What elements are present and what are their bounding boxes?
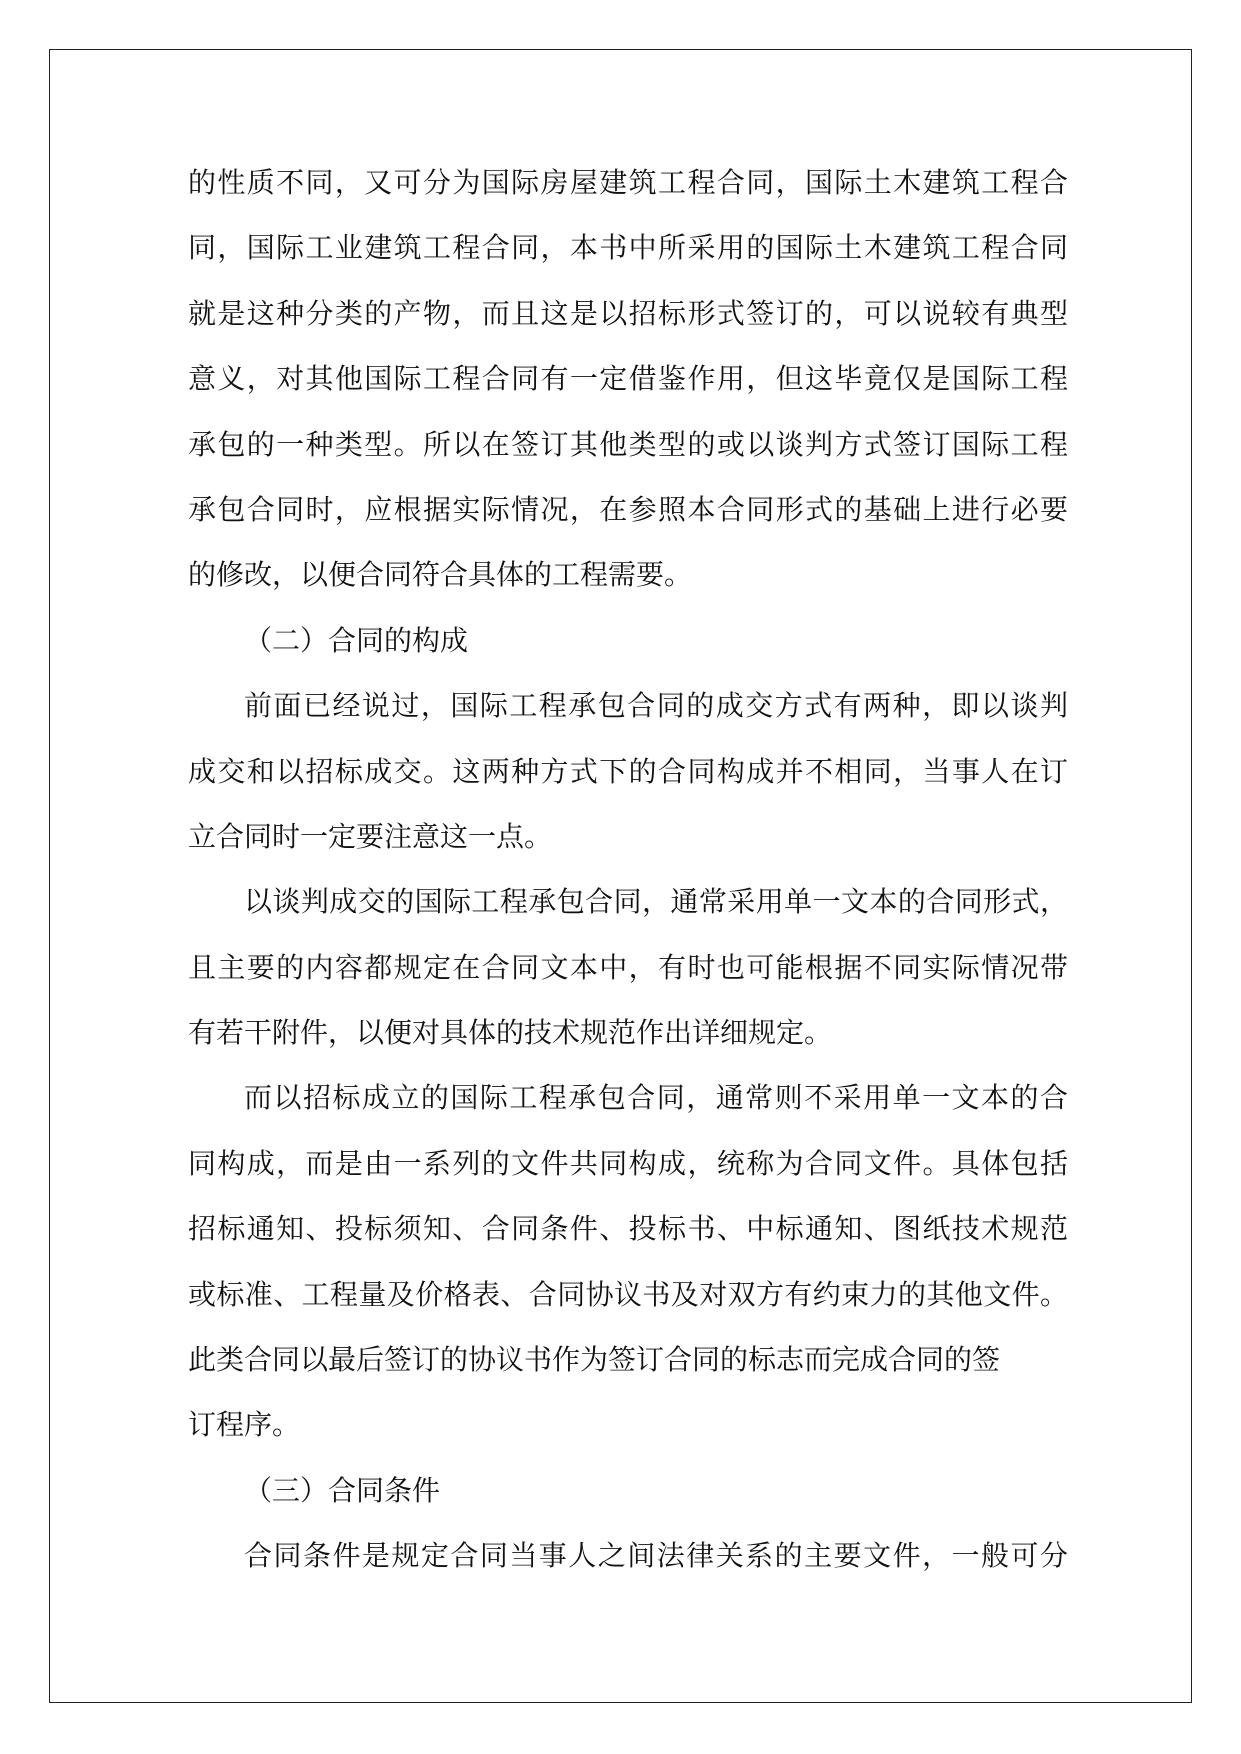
body-line: 的修改，以便合同符合具体的工程需要。	[188, 558, 693, 592]
body-line: 承包的一种类型。所以在签订其他类型的或以谈判方式签订国际工程	[188, 427, 1068, 461]
body-line: 招标通知、投标须知、合同条件、投标书、中标通知、图纸技术规范	[188, 1212, 1068, 1246]
body-line: 以谈判成交的国际工程承包合同，通常采用单一文本的合同形式，	[244, 885, 1068, 919]
body-line: 意义，对其他国际工程合同有一定借鉴作用，但这毕竟仅是国际工程	[188, 362, 1068, 396]
body-line: 同构成，而是由一系列的文件共同构成，统称为合同文件。具体包括	[188, 1146, 1068, 1180]
body-line: 且主要的内容都规定在合同文本中，有时也可能根据不同实际情况带	[188, 950, 1068, 984]
body-line: 有若干附件，以便对具体的技术规范作出详细规定。	[188, 1016, 833, 1050]
body-line: 订程序。	[188, 1408, 301, 1442]
body-line: 就是这种分类的产物，而且这是以招标形式签订的，可以说较有典型	[188, 296, 1068, 330]
body-line: 立合同时一定要注意这一点。	[188, 819, 553, 853]
body-line: 同，国际工业建筑工程合同，本书中所采用的国际土木建筑工程合同	[188, 231, 1068, 265]
document-body	[188, 158, 1068, 1597]
body-line: 或标准、工程量及价格表、合同协议书及对双方有约束力的其他文件。	[188, 1277, 1068, 1311]
section-heading: （二）合同的构成	[244, 623, 469, 657]
body-line: 承包合同时，应根据实际情况，在参照本合同形式的基础上进行必要	[188, 492, 1068, 526]
body-line: 此类合同以最后签订的协议书作为签订合同的标志而完成合同的签	[188, 1343, 1001, 1377]
body-line: 前面已经说过，国际工程承包合同的成交方式有两种，即以谈判	[244, 689, 1068, 723]
section-heading: （三）合同条件	[244, 1473, 441, 1507]
body-line: 合同条件是规定合同当事人之间法律关系的主要文件，一般可分	[244, 1539, 1068, 1573]
body-line: 成交和以招标成交。这两种方式下的合同构成并不相同，当事人在订	[188, 754, 1068, 788]
body-line: 的性质不同，又可分为国际房屋建筑工程合同，国际土木建筑工程合	[188, 166, 1068, 199]
body-line: 而以招标成立的国际工程承包合同，通常则不采用单一文本的合	[244, 1081, 1068, 1115]
